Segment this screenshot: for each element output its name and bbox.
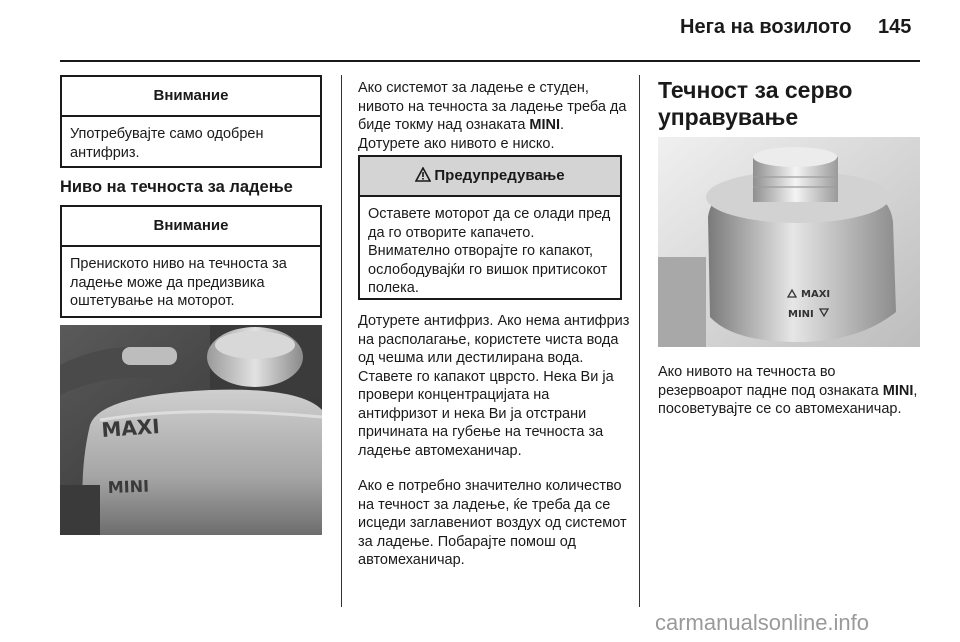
intro-text-end: . Дотурете ако нивото е ниско. xyxy=(358,117,565,152)
warning-heading-text: Предупредување xyxy=(434,167,565,184)
caution-box-text: Прениското ниво на течноста за ладење може да предизвика оштетување на моторот. xyxy=(70,256,287,309)
ps-text-end: , посоветувајте се со автомеханичар. xyxy=(658,382,918,417)
coolant-reservoir-photo xyxy=(60,325,322,535)
warning-box-heading xyxy=(360,157,620,197)
warning-triangle-icon xyxy=(415,167,431,182)
section-heading-coolant-level: Ниво на течноста за ладење xyxy=(60,178,293,196)
power-steering-reservoir-photo xyxy=(658,137,920,347)
mini-label: MINI xyxy=(788,309,814,320)
mini-label: MINI xyxy=(107,476,150,497)
column-divider-1 xyxy=(341,75,342,607)
maxi-label: MAXI xyxy=(100,413,161,442)
top-up-paragraph: Дотурете антифриз. Ако нема антифриз на располагање, користете чиста вода од чешма или дестилирана вода. Ставете го капакот цврсто. Нека Ви ја провери концентрацијата на антифризот и нека Ви ја отстрани причината на губење на течноста за ладење автомеханичар. xyxy=(358,313,630,459)
power-steering-text xyxy=(658,363,920,419)
mini-mark-emphasis: MINI xyxy=(882,382,914,399)
caution-box-heading: Внимание xyxy=(62,77,320,117)
mini-mark-emphasis: MINI xyxy=(529,117,561,133)
warning-box-hot-engine xyxy=(358,155,622,300)
coolant-level-intro xyxy=(358,79,628,153)
caution-box-text: Употребувајте само одобрен антифриз. xyxy=(70,126,264,161)
section-heading-power-steering: Течност за серво управување xyxy=(658,77,853,130)
intro-text: Ако системот за ладење е студен, нивото на течноста за ладење треба да биде токму над ознаката xyxy=(358,80,627,133)
caution-box-heading: Внимание xyxy=(62,207,320,247)
page-number: 145 xyxy=(878,16,912,38)
running-header-title: Нега на возилото xyxy=(680,16,852,38)
ps-text: Ако нивото на течноста во резервоарот падне под ознаката xyxy=(658,364,883,399)
header-rule xyxy=(60,60,920,62)
caution-box-antifreeze xyxy=(60,75,322,168)
air-bleed-paragraph: Ако е потребно значително количество на течност за ладење, ќе треба да се исцеди заглавениот воздух од системот за ладење. Побарајте помош од автомеханичар. xyxy=(358,478,627,568)
warning-box-text: Оставете моторот да се олади пред да го отворите капачето. Внимателно отворајте го капакот, ослободувајќи го вишок притисокот полека. xyxy=(368,206,611,296)
column-divider-2 xyxy=(639,75,640,607)
caution-box-coolant xyxy=(60,205,322,318)
site-watermark: carmanualsonline.info xyxy=(655,610,870,635)
maxi-label: MAXI xyxy=(801,289,831,300)
